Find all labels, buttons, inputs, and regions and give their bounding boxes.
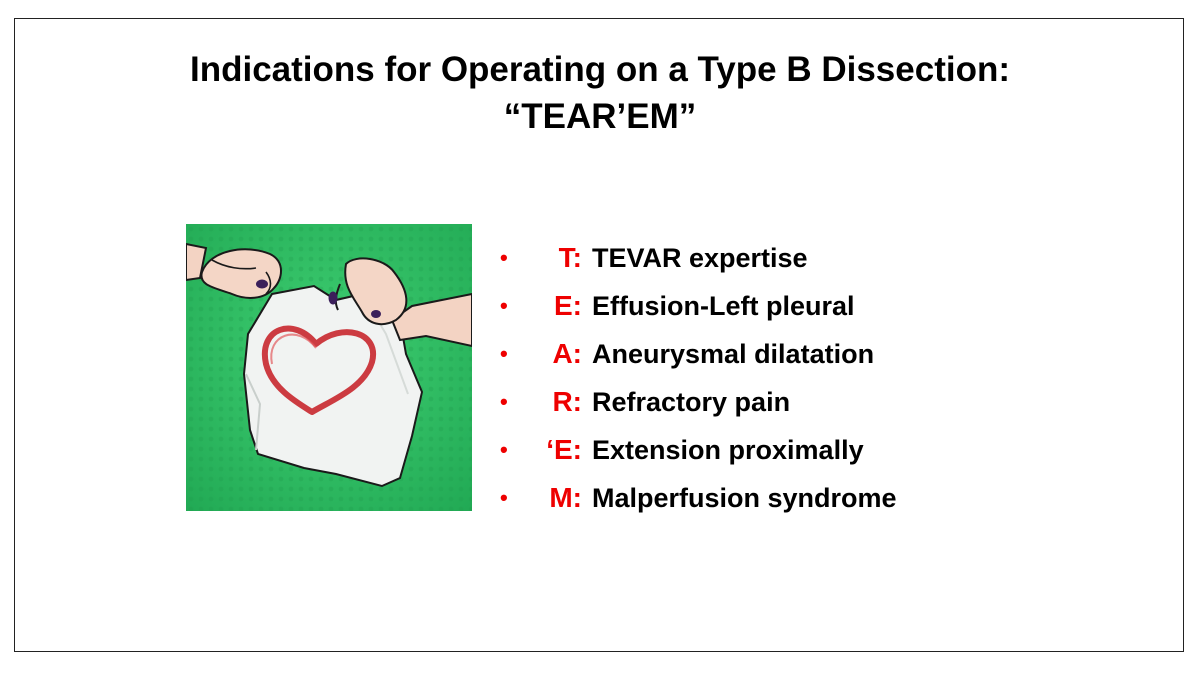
bullet-icon: • [500, 293, 508, 318]
bullet-icon: • [500, 341, 508, 366]
title-line-2: “TEAR’EM” [503, 97, 697, 136]
bullet-icon: • [500, 389, 508, 414]
torn-heart-paper-illustration [186, 224, 472, 511]
mnemonic-text: Malperfusion syndrome [592, 482, 897, 513]
mnemonic-text: TEVAR expertise [592, 242, 808, 273]
mnemonic-letter: E: [554, 290, 582, 321]
mnemonic-letter: M: [549, 482, 582, 513]
bullet-icon: • [500, 437, 508, 462]
mnemonic-letter: A: [552, 338, 582, 369]
mnemonic-letter: T: [558, 242, 582, 273]
bullet-icon: • [500, 245, 508, 270]
slide-title [0, 46, 1200, 140]
mnemonic-letter: R: [552, 386, 582, 417]
list-item [500, 378, 897, 426]
mnemonic-text: Refractory pain [592, 386, 791, 417]
list-item [500, 234, 897, 282]
tearem-list [500, 234, 897, 522]
list-item [500, 426, 897, 474]
list-item [500, 474, 897, 522]
mnemonic-text: Aneurysmal dilatation [592, 338, 875, 369]
mnemonic-letter: ‘E: [546, 434, 582, 465]
mnemonic-text: Extension proximally [592, 434, 864, 465]
title-line-1: Indications for Operating on a Type B Dissection: [189, 50, 1010, 89]
list-item [500, 330, 897, 378]
bullet-icon: • [500, 485, 508, 510]
list-item [500, 282, 897, 330]
mnemonic-text: Effusion-Left pleural [592, 290, 855, 321]
